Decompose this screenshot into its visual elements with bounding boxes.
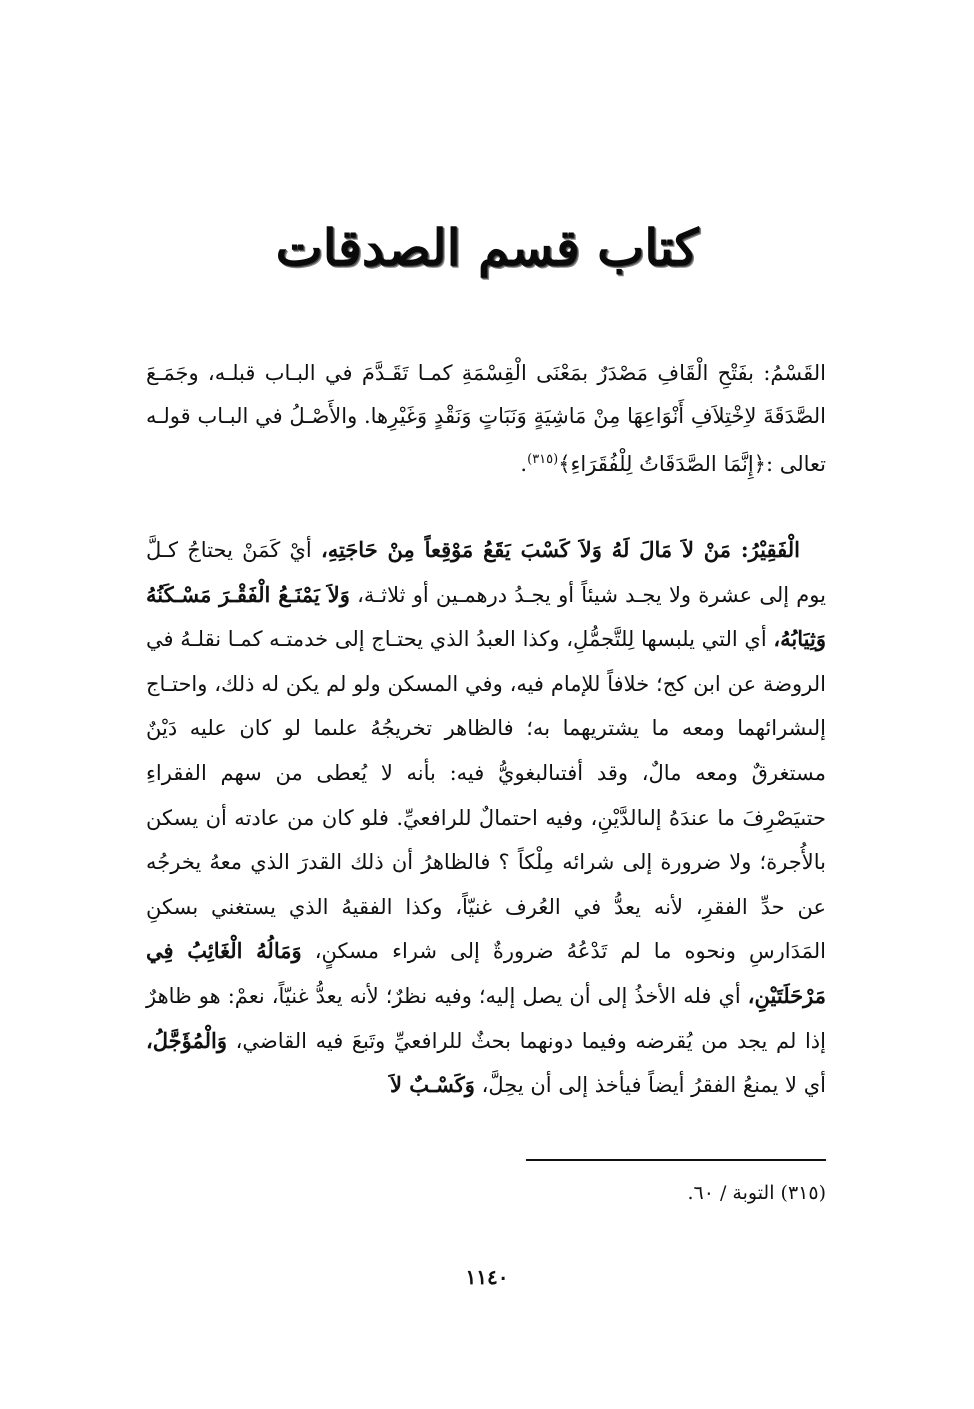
- quran-verse: ﴿إِنَّمَا الصَّدَقَاتُ لِلْفُقَرَاءِ﴾: [558, 452, 766, 476]
- commentary-text: أي لا يمنعُ الفقرُ أيضاً فيأخذ إلى أن يحِلَّ،: [474, 1073, 826, 1098]
- commentary-paragraph: [146, 528, 826, 1108]
- intro-paragraph: [146, 352, 826, 486]
- matn-term-earning: وَكَسْـبٌ لاَ: [390, 1072, 475, 1098]
- footnote: (٣١٥) التوبة / ٦٠.: [687, 1182, 826, 1204]
- matn-term-dwelling: وَلاَ يَمْنَـعُ الْفَقْـرَ مَسْـكَنُهُ وَثِيَابُهُ،: [146, 581, 826, 652]
- matn-term-poor: الْفَقِيْرُ: مَنْ لاَ مَالَ لَهُ وَلاَ كَسْبَ يَقَعُ مَوْقِعاً مِنْ حَاجَتِهِ،: [320, 537, 800, 562]
- matn-term-deferred: وَالْمُؤَجَّلُ،: [146, 1027, 228, 1053]
- commentary-text: أيْ كَمَنْ يحتاجُ كـلَّ يوم إلى عشرة ولا يجـد شيئاً أو يجـدُ درهمـين أو ثلاثـة،: [146, 538, 826, 607]
- matn-term-absent-wealth: وَمَالُهُ الْغَائِبُ فِي مَرْحَلَتَيْنِ،: [146, 938, 826, 1008]
- footnote-reference: (٣١٥): [527, 452, 559, 467]
- intro-text: القَسْمُ: بفَتْحِ الْقَافِ مَصْدَرٌ بمَعْنَى الْقِسْمَةِ كمـا تَقَـدَّمَ في البـاب قبلـه، وجَمَـعَ الصَّدَقَةَ لاِخْتِلاَفِ أَنْوَاعِهَا مِنْ مَاشِيَةٍ وَنَبَاتٍ وَنَقْدٍ وَغَيْرِها. والأَصْـلُ في البـاب قولـه تعالى :: [146, 361, 826, 476]
- commentary-text: أي فله الأخذُ إلى أن يصل إليه؛ وفيه نظرٌ؛ لأنه يعدُّ غنيّاً، نعمْ: هو ظاهرٌ إذا لم يجد من يُقرضه وفيما دونهما بحثٌ للرافعيِّ وتَبعَ فيه القاضي،: [146, 983, 826, 1053]
- chapter-title: كتاب قسم الصدقات: [275, 218, 699, 277]
- intro-end: .: [520, 452, 528, 476]
- footnote-divider: [526, 1159, 826, 1161]
- page-number: ١١٤٠: [465, 1265, 509, 1289]
- commentary-text: أي التي يلبسها لِلتَّجمُّلِ، وكذا العبدُ الذي يحتـاج إلى خدمتـه كمـا نقلـهُ في الروضة عن ابن كج؛ خلافاً للإمام فيه، وفي المسكن ولو لم يكن له ذلك، واحتـاج إلىشرائهما ومعه ما يشتريهما به؛ فالظاهر تخريجُهُ علىما لو كان عليه دَيْنٌ مستغرقٌ ومعه مالٌ، وقد أفتىالبغويُّ فيه: بأنه لا يُعطى من سهم الفقراءِ حتىيَصْرِفَ ما عندَهُ إلىالدَّيْنِ، وفيه احتمالٌ للرافعيِّ. فلو كان من عادته أن يسكن بالأُجرة؛ ولا ضرورة إلى شرائه مِلْكاً ؟ فالظاهرُ أن ذلك القدرَ الذي معهُ يخرجُه عن حدِّ الفقرِ، لأنه يعدُّ في العُرف غنيّاً، وكذا الفقيهُ الذي يستغني بسكنِ المَدَارسِ ونحوه ما لم تَدْعُهُ ضرورةٌ إلى شراء مسكنٍ،: [146, 627, 826, 964]
